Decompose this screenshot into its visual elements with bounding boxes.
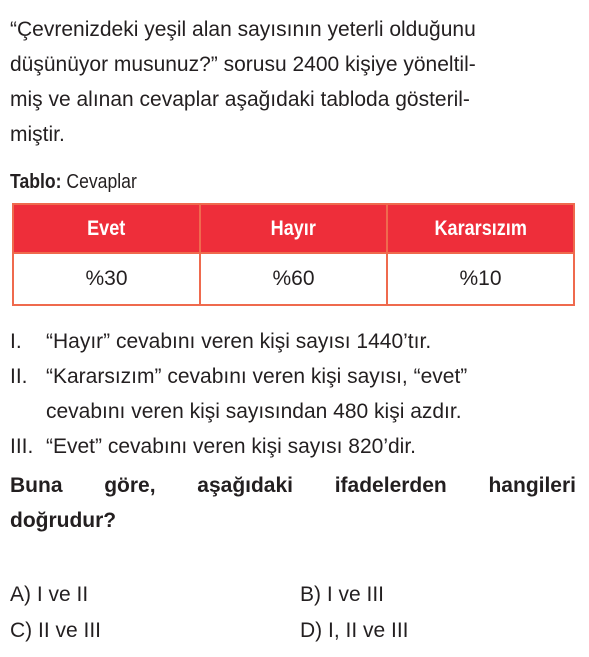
option-c[interactable]: C) II ve III	[10, 619, 102, 642]
options-row	[10, 577, 585, 613]
question-line: miştir.	[10, 123, 65, 146]
question-line: miş ve alınan cevaplar aşağıdaki tabloda gösteril-	[10, 88, 470, 111]
option-d[interactable]: D) I, II ve III	[300, 619, 409, 642]
statement-text: “Hayır” cevabını veren kişi sayısı 1440’tır.	[46, 330, 432, 353]
value-cell-kararsizim: %10	[387, 253, 574, 305]
prompt-line: Buna göre, aşağıdaki ifadelerden hangileri	[10, 474, 576, 497]
table-caption-label: Tablo:	[10, 171, 62, 193]
question-line: düşünüyor musunuz?” sorusu 2400 kişiye yöneltil-	[10, 53, 476, 76]
statement-2	[10, 359, 585, 394]
statement-number: II.	[10, 365, 28, 388]
option-b[interactable]: B) I ve III	[300, 583, 385, 606]
statement-text: “Evet” cevabını veren kişi sayısı 820’dir.	[46, 435, 416, 458]
table-caption-title: Cevaplar	[61, 171, 137, 193]
statement-1	[10, 324, 585, 359]
answers-table	[12, 203, 575, 306]
statement-3	[10, 429, 585, 464]
question-stem	[10, 12, 582, 152]
value-cell-evet: %30	[13, 253, 200, 305]
statements-list	[10, 324, 585, 464]
options-row	[10, 613, 585, 649]
statement-2-continuation: cevabını veren kişi sayısından 480 kişi azdır.	[46, 400, 462, 423]
header-cell-hayir: Hayır	[200, 204, 387, 253]
prompt-line: doğrudur?	[10, 509, 117, 532]
statement-number: III.	[10, 435, 34, 458]
table-header-row	[13, 204, 574, 253]
statement-number: I.	[10, 330, 22, 353]
option-a[interactable]: A) I ve II	[10, 583, 89, 606]
table-caption	[10, 168, 137, 196]
statement-text: “Kararsızım” cevabını veren kişi sayısı, “evet”	[46, 365, 468, 388]
table-row	[13, 253, 574, 305]
answer-options	[10, 577, 585, 649]
header-cell-kararsizim: Kararsızım	[387, 204, 574, 253]
question-prompt	[10, 468, 576, 538]
question-line: “Çevrenizdeki yeşil alan sayısının yeterli olduğunu	[10, 18, 476, 41]
value-cell-hayir: %60	[200, 253, 387, 305]
header-cell-evet: Evet	[13, 204, 200, 253]
